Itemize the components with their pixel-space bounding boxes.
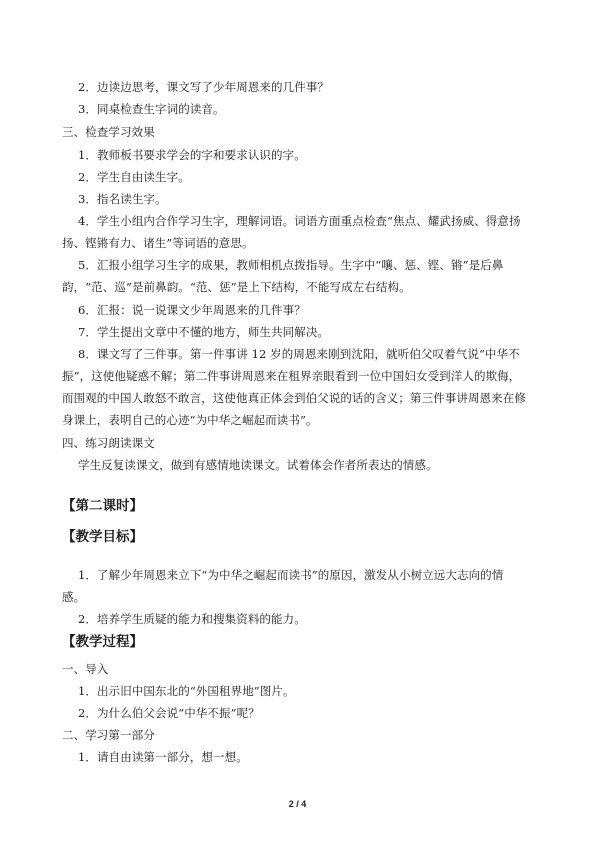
list-item: 2．学生自由读生字。	[78, 170, 190, 184]
list-item-continuation: 而围观的中国人敢怒不敢言，这使他真正体会到伯父说的话的含义；第三件事讲周恩来在修	[62, 391, 526, 405]
section-heading: 四、练习朗读课文	[62, 436, 155, 450]
page-number: 2 / 4	[288, 799, 307, 809]
list-item: 2．边读边思考，课文写了少年周恩来的几件事？	[78, 80, 330, 94]
list-item: 5．汇报小组学习生字的成果，教师相机点拨指导。生字中“嚷、惩、铿、锵”是后鼻	[78, 258, 504, 272]
section-heading: 三、检查学习效果	[62, 125, 155, 139]
list-item: 8．课文写了三件事。第一件事讲 12 岁的周恩来刚到沈阳，就听伯父叹着气说“中华不	[78, 347, 520, 361]
list-item: 6．汇报：说一说课文少年周恩来的几件事？	[78, 303, 306, 317]
list-item: 1．出示旧中国东北的“外国租界地”图片。	[78, 684, 295, 698]
list-item: 2．为什么伯父会说“中华不振”呢？	[78, 706, 260, 720]
list-item: 1．教师板书要求学会的字和要求认识的字。	[78, 148, 306, 162]
process-title: 【教学过程】	[62, 634, 143, 650]
paragraph: 学生反复读课文，做到有感情地读课文。试着体会作者所表达的情感。	[78, 458, 438, 472]
list-item: 1．请自由读第一部分，想一想。	[78, 750, 248, 764]
section-heading: 二、学习第一部分	[62, 728, 155, 742]
list-item-continuation: 感。	[62, 590, 86, 604]
list-item: 7．学生提出文章中不懂的地方，师生共同解决。	[78, 325, 330, 339]
list-item-continuation: 韵，“范、巡”是前鼻韵。“范、惩”是上下结构，不能写成左右结构。	[62, 280, 411, 294]
list-item: 3．同桌检查生字词的读音。	[78, 102, 225, 116]
list-item-continuation: 扬、铿锵有力、诸生”等词语的意思。	[62, 236, 254, 250]
list-item: 3．指名读生字。	[78, 192, 167, 206]
list-item-continuation: 身课上，表明自己的心迹“为中华之崛起而读书”。	[62, 413, 318, 427]
list-item: 4．学生小组内合作学习生字，理解词语。词语方面重点检查“焦点、耀武扬威、得意扬	[78, 214, 521, 228]
lesson-title: 【第二课时】	[62, 498, 143, 514]
section-heading: 一、导入	[62, 662, 109, 676]
list-item: 1．了解少年周恩来立下“为中华之崛起而读书”的原因，激发从小树立远大志向的情	[78, 568, 504, 582]
objectives-title: 【教学目标】	[62, 529, 143, 545]
list-item-continuation: 振”，这使他疑惑不解；第二件事讲周恩来在租界亲眼看到一位中国妇女受到洋人的欺侮，	[62, 369, 521, 383]
list-item: 2．培养学生质疑的能力和搜集资料的能力。	[78, 612, 306, 626]
